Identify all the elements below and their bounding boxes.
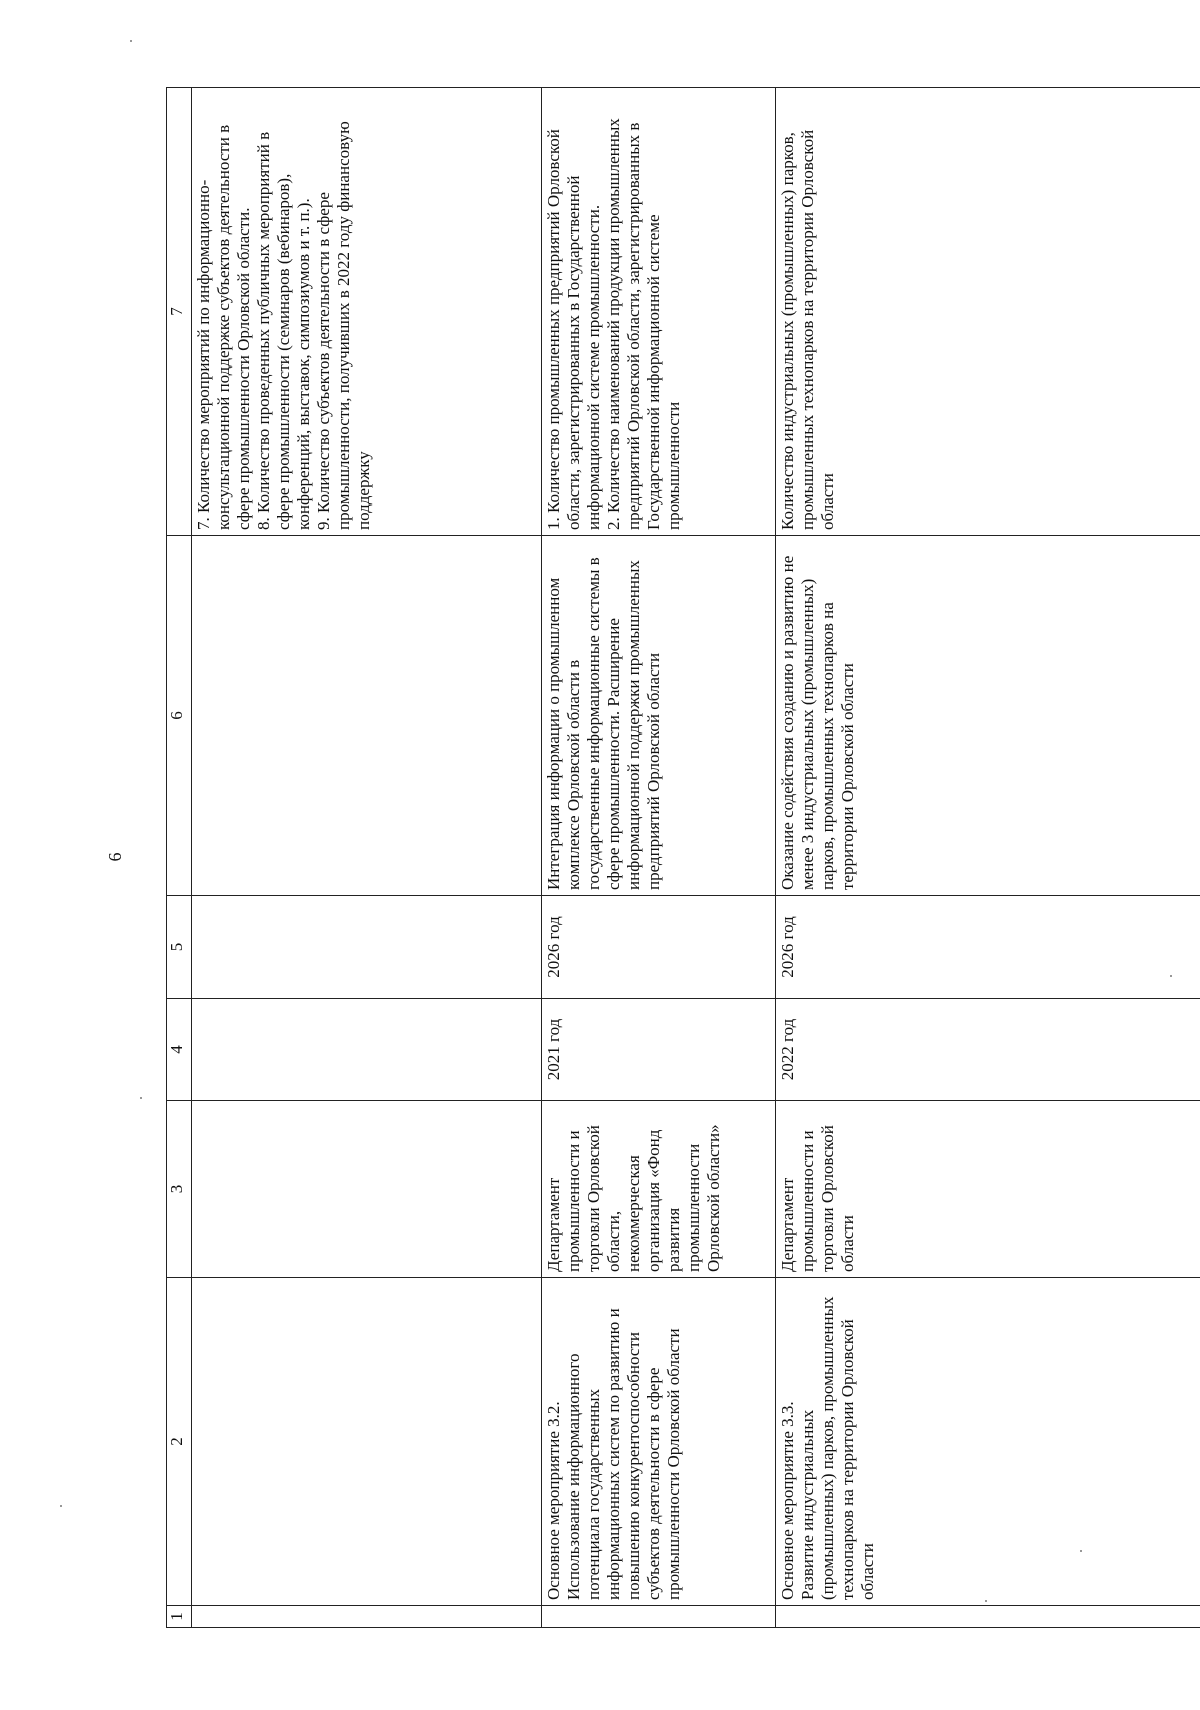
header-col-2: 2 (167, 1278, 192, 1606)
table-row (192, 88, 542, 1628)
table-row (776, 88, 1200, 1628)
page-number: 6 (105, 852, 125, 862)
cell-measure (192, 1278, 542, 1606)
cell-end-year: 2026 год (542, 896, 776, 999)
cell-executor: Департамент промышленности и торговли Орловской области, некоммерческая организация «Фонд развития промышленности Орловской области» (542, 1101, 776, 1278)
cell-indicators: Количество индустриальных (промышленных) парков, промышленных технопарков на территории Орловской области (776, 88, 1200, 536)
cell-start-year (192, 999, 542, 1101)
scan-speck (1080, 1550, 1082, 1552)
cell-executor (192, 1101, 542, 1278)
header-col-4: 4 (167, 999, 192, 1101)
cell-number (542, 1606, 776, 1628)
cell-expected-result: Оказание содействия созданию и развитию не менее 3 индустриальных (промышленных) парков, промышленных технопарков на территории Орловской области (776, 536, 1200, 896)
scan-speck (130, 40, 132, 42)
cell-number (776, 1606, 1200, 1628)
cell-executor: Департамент промышленности и торговли Орловской области (776, 1101, 1200, 1278)
rotated-table-frame (166, 88, 1200, 1628)
scan-speck (140, 1097, 142, 1099)
cell-measure: Основное мероприятие 3.2. Использование информационного потенциала государственных информационных систем по развитию и повышению конкурентоспособности субъектов деятельности в сфере промышленности Орловской области (542, 1278, 776, 1606)
cell-expected-result: Интеграция информации о промышленном комплексе Орловской области в государственные информационные системы в сфере промышленности. Расширение информационной поддержки промышленных предприятий Орловской области (542, 536, 776, 896)
cell-number (192, 1606, 542, 1628)
header-col-1: 1 (167, 1606, 192, 1628)
table-wrapper (166, 88, 1200, 1628)
cell-expected-result (192, 536, 542, 896)
cell-indicators: 1. Количество промышленных предприятий Орловской области, зарегистрированных в Государственной информационной системе промышленности. 2. Количество наименований продукции промышленных предприятий Орловской области, зарегистрированных в Государственной информационной системе промышленности (542, 88, 776, 536)
header-col-7: 7 (167, 88, 192, 536)
measures-table (166, 87, 1200, 1628)
header-col-5: 5 (167, 896, 192, 999)
header-col-3: 3 (167, 1101, 192, 1278)
cell-start-year: 2022 год (776, 999, 1200, 1101)
table-row (542, 88, 776, 1628)
cell-start-year: 2021 год (542, 999, 776, 1101)
scan-speck (60, 1505, 62, 1507)
header-col-6: 6 (167, 536, 192, 896)
scan-speck (1170, 975, 1172, 977)
cell-end-year (192, 896, 542, 999)
scan-speck (985, 1600, 987, 1602)
cell-indicators: 7. Количество мероприятий по информационно-консультационной поддержке субъектов деятельности в сфере промышленности Орловской области. 8. Количество проведенных публичных мероприятий в сфере промышленности (семинаров (вебинаров), конференций, выставок, симпозиумов и т. п.). 9. Количество субъектов деятельности в сфере промышленности, получивших в 2022 году финансовую поддержку (192, 88, 542, 536)
header-row (167, 88, 192, 1628)
cell-end-year: 2026 год (776, 896, 1200, 999)
cell-measure: Основное мероприятие 3.3. Развитие индустриальных (промышленных) парков, промышленных технопарков на территории Орловской области (776, 1278, 1200, 1606)
